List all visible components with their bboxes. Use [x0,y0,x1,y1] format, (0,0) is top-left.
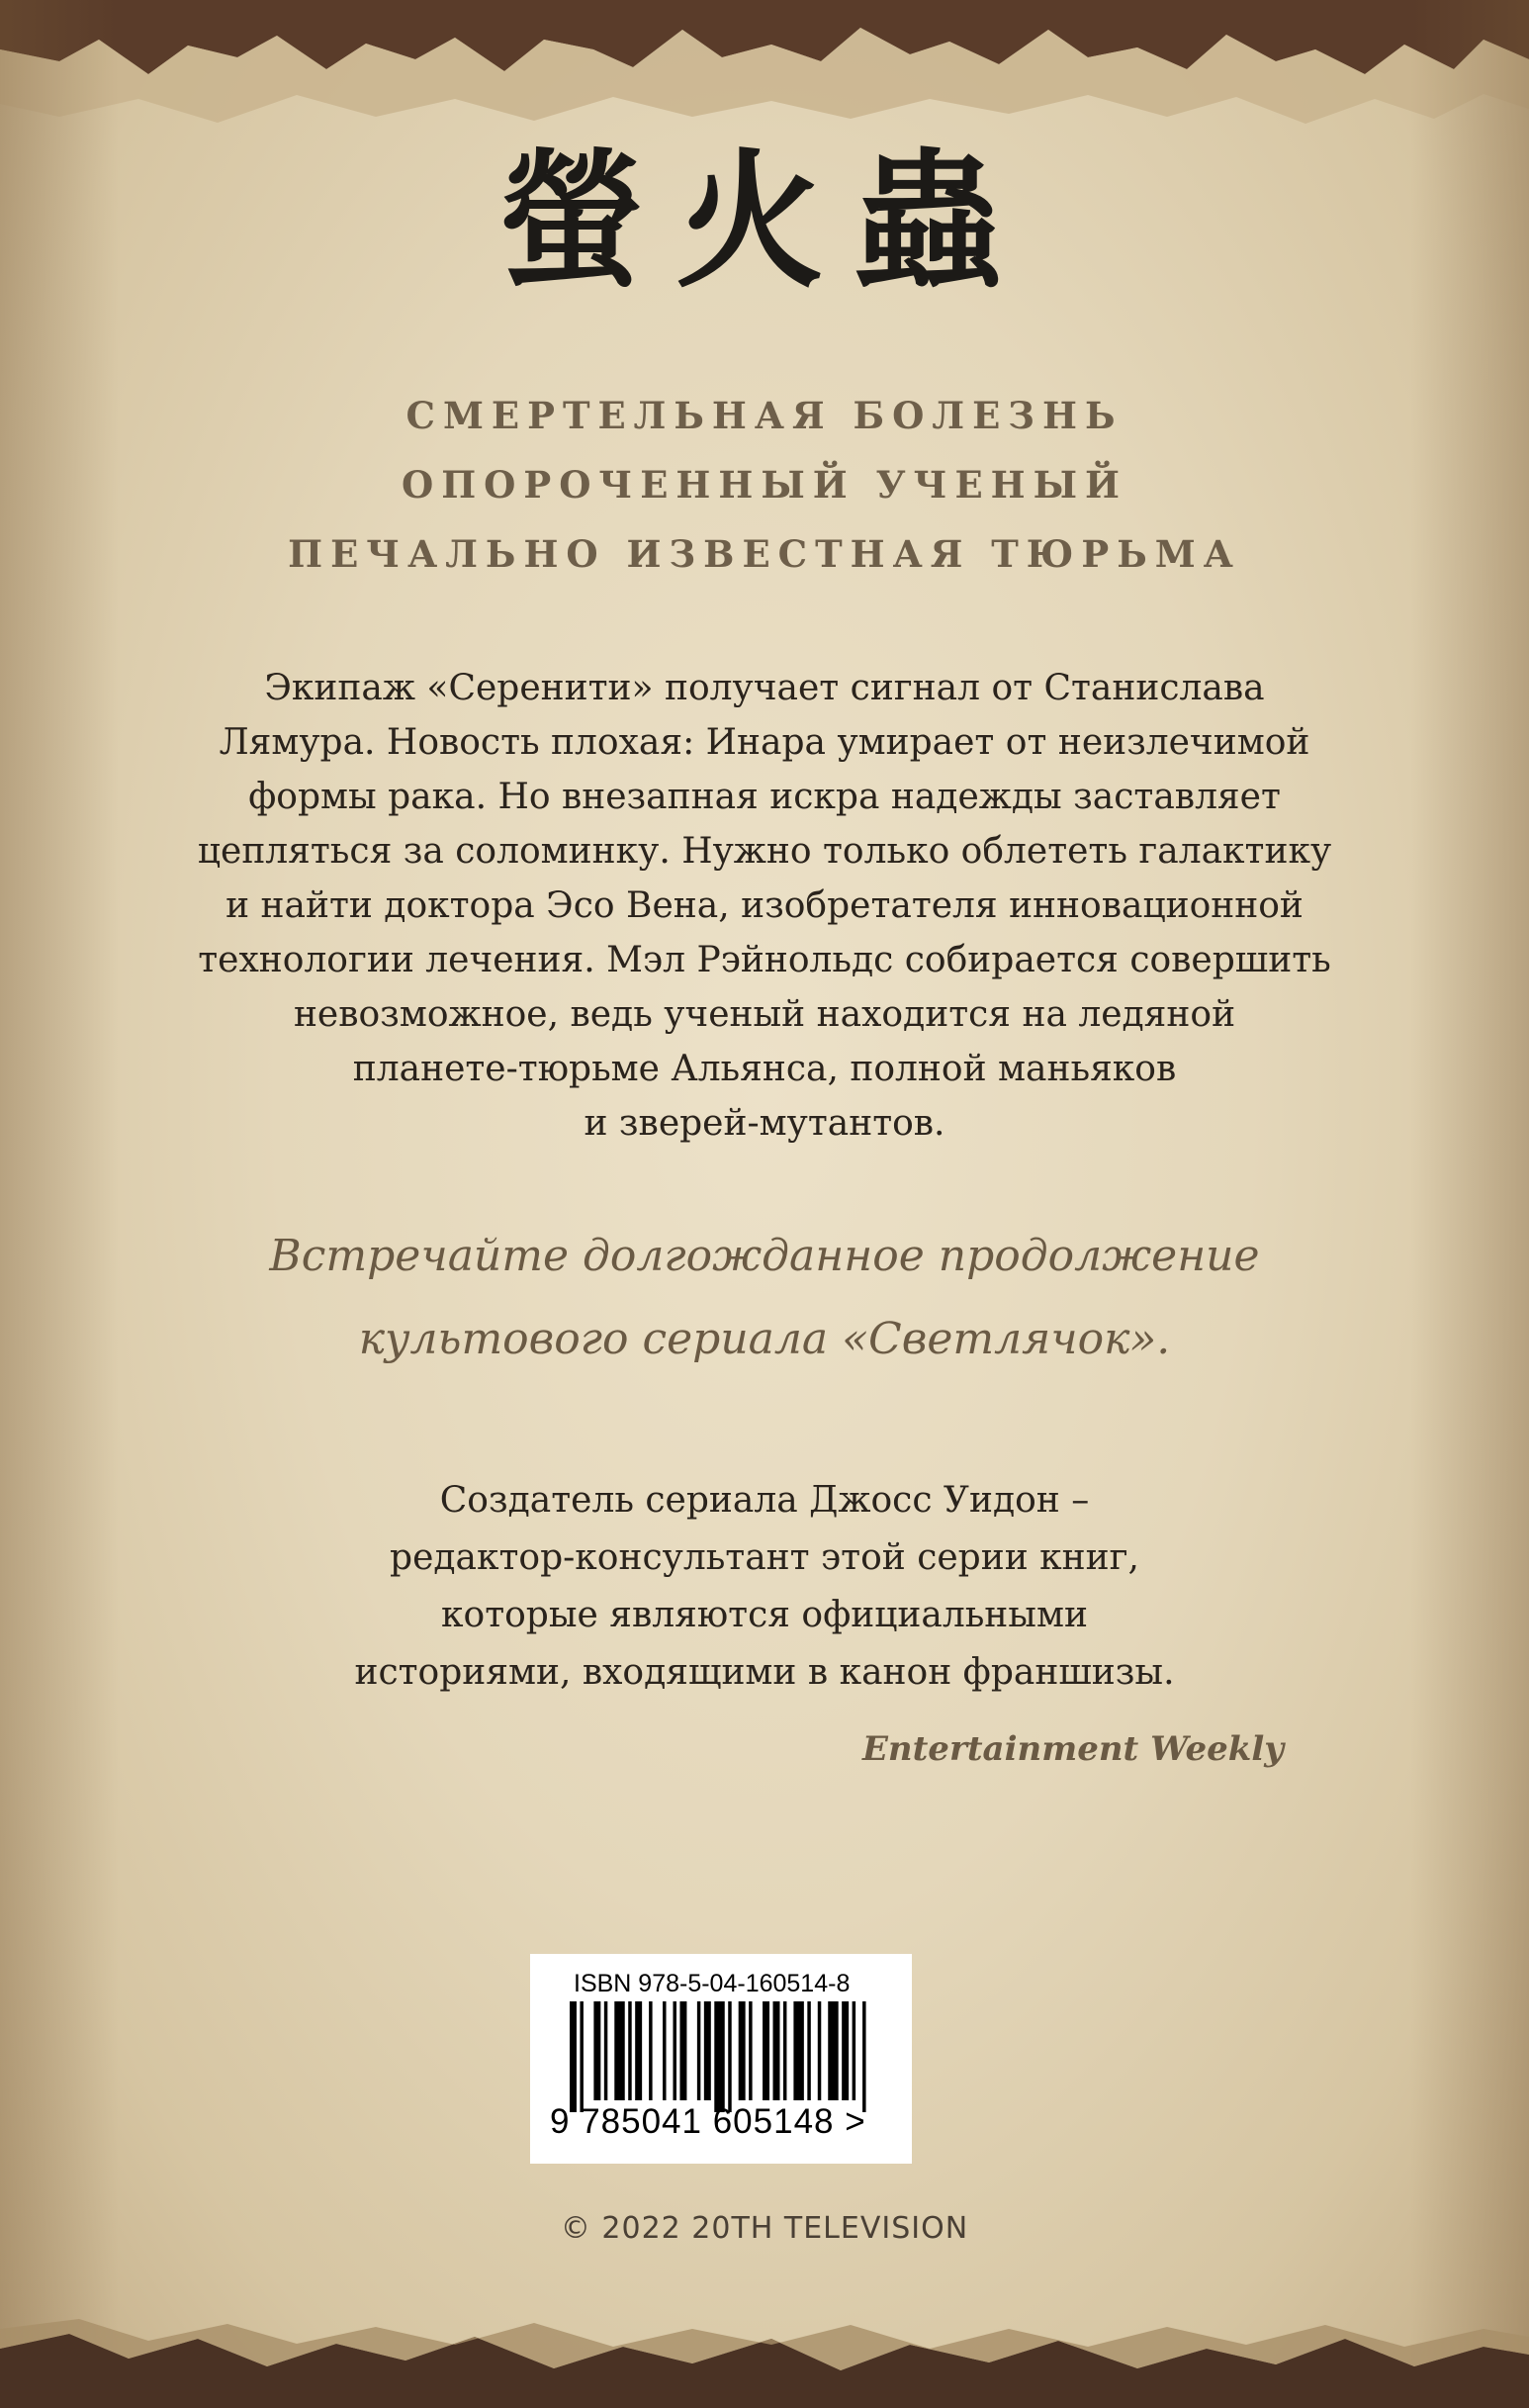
synopsis-line: невозможное, ведь ученый находится на ледяной [293,994,1236,1035]
press-quote [109,1472,1420,1702]
quote-line: Создатель сериала Джосс Уидон – [439,1480,1090,1521]
quote-source: Entertainment Weekly [861,1729,1284,1769]
invite-line: Встречайте долгожданное продолжение [269,1231,1260,1281]
quote-line: редактор-консультант этой серии книг, [390,1537,1139,1578]
firefly-logo-characters: 螢火蟲 [496,137,1032,309]
synopsis-line: Лямура. Новость плохая: Инара умирает от неизлечимой [219,722,1310,763]
invite-text [0,1215,1529,1381]
tagline-3: ПЕЧАЛЬНО ИЗВЕСТНАЯ ТЮРЬМА [288,532,1241,576]
torn-paper-bottom-edge [0,2289,1529,2408]
copyright-notice: © 2022 20TH TELEVISION [560,2211,969,2246]
taglines [0,381,1529,589]
isbn-label: ISBN 978-5-04-160514-8 [574,1970,851,1997]
synopsis-line: и найти доктора Эсо Вена, изобретателя инновационной [225,885,1304,926]
synopsis-line: и зверей-мутантов. [584,1103,945,1144]
barcode-digits: 9 785041 605148 > [550,2102,866,2141]
synopsis-line: формы рака. Но внезапная искра надежды заставляет [248,777,1281,817]
synopsis-line: планете-тюрьме Альянса, полной маньяков [352,1049,1177,1089]
synopsis-line: технологии лечения. Мэл Рэйнольдс собирается совершить [198,940,1331,980]
synopsis-paragraph [109,661,1420,1151]
quote-line: историями, входящими в канон франшизы. [354,1652,1175,1693]
isbn-barcode [530,1954,912,2164]
invite-line: культового сериала «Светлячок». [358,1314,1171,1364]
synopsis-line: цепляться за соломинку. Нужно только облететь галактику [197,831,1332,872]
synopsis-line: Экипаж «Серенити» получает сигнал от Станислава [264,668,1265,708]
tagline-2: ОПОРОЧЕННЫЙ УЧЕНЫЙ [401,463,1128,507]
torn-paper-top-edge [0,0,1529,148]
tagline-1: СМЕРТЕЛЬНАЯ БОЛЕЗНЬ [405,394,1124,437]
quote-line: которые являются официальными [441,1595,1088,1635]
